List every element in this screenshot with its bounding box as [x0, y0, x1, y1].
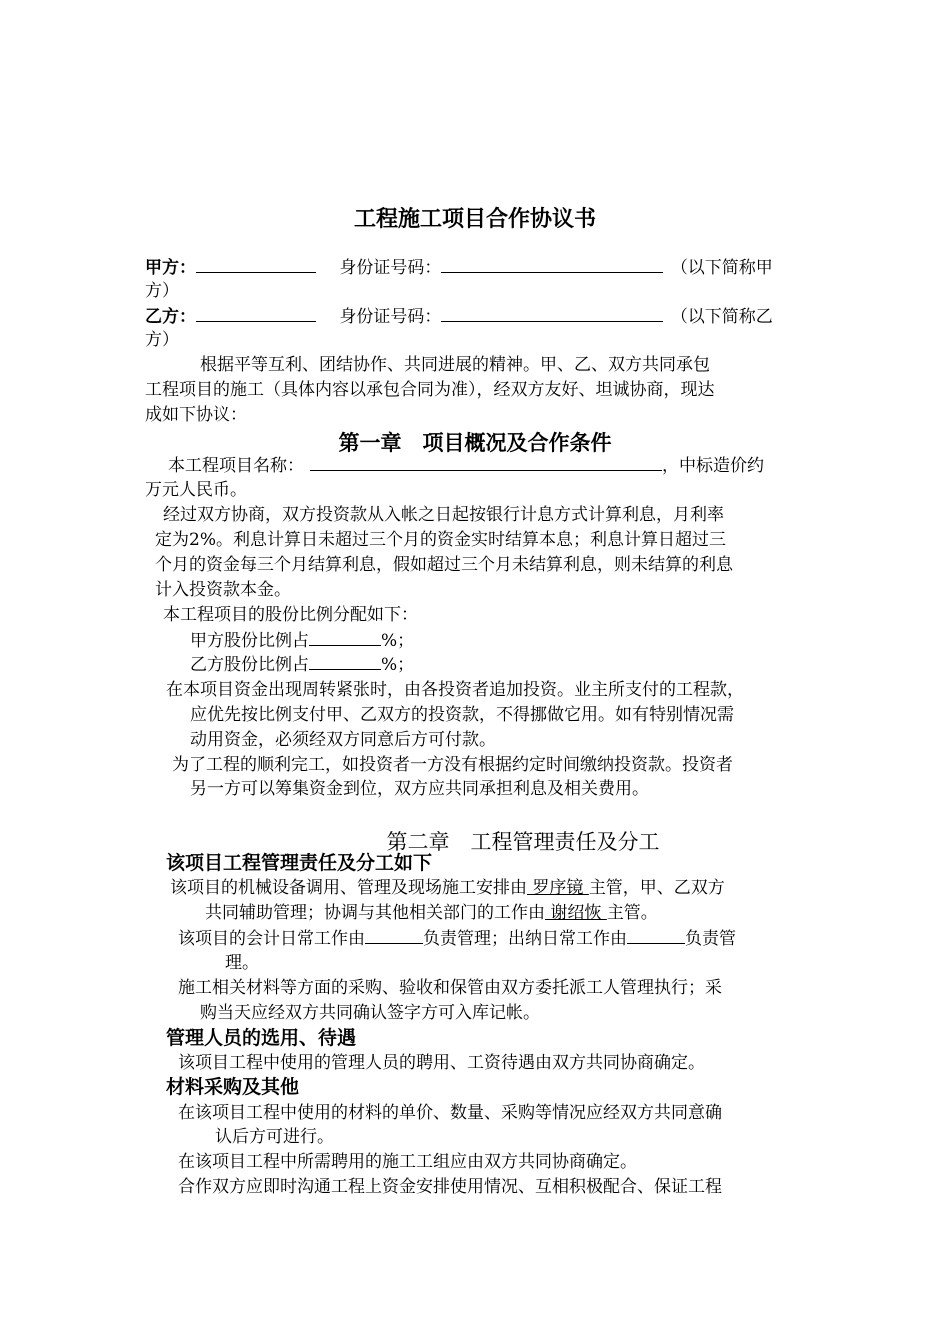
- bid-label: ，中标造价约: [662, 456, 764, 476]
- share-a-line: [190, 628, 414, 653]
- mgmt-line-2: [205, 901, 658, 925]
- interest-line-3: 个月的资金每三个月结算利息，假如超过三个月未结算利息，则未结算的利息: [155, 555, 733, 575]
- project-name-label: 本工程项目名称：: [168, 456, 304, 476]
- mgmt-1-text-b: 主管，甲、乙双方: [588, 878, 725, 898]
- accounting-text-a: 该项目的会计日常工作由: [178, 929, 365, 949]
- party-a-name-blank: [196, 255, 316, 273]
- intro-line-1: 根据平等互利、团结协作、共同进展的精神。甲、乙、双方共同承包: [200, 355, 710, 375]
- mgmt-1-text-a: 该项目的机械设备调用、管理及现场施工安排由: [170, 878, 527, 898]
- share-a-label: 甲方股份比例占: [190, 631, 309, 651]
- completion-line-2: 另一方可以筹集资金到位，双方应共同承担利息及相关费用。: [190, 779, 649, 799]
- share-b-percent: %；: [381, 655, 415, 675]
- mgmt-2-text-a: 共同辅助管理；协调与其他相关部门的工作由: [205, 903, 545, 923]
- mgmt-line-1: [170, 876, 725, 900]
- accounting-text-c: 负责管: [685, 929, 736, 949]
- completion-line-1: 为了工程的顺利完工，如投资者一方没有根据约定时间缴纳投资款。投资者: [172, 755, 733, 775]
- accountant-blank: [365, 926, 423, 944]
- price-line-1: 在该项目工程中使用的材料的单价、数量、采购等情况应经双方共同意确: [178, 1103, 722, 1123]
- intro-line-3: 成如下协议：: [145, 405, 247, 425]
- party-b-suffix-2: 方）: [145, 330, 179, 350]
- party-a-label: 甲方：: [145, 258, 196, 278]
- share-b-blank: [309, 652, 381, 670]
- share-intro: 本工程项目的股份比例分配如下：: [163, 605, 418, 625]
- document-title: 工程施工项目合作协议书: [353, 207, 596, 232]
- material-line-2: 购当天应经双方共同确认签字方可入库记帐。: [200, 1003, 540, 1023]
- party-b-suffix: （以下简称乙: [670, 307, 773, 327]
- party-b-name-blank: [196, 304, 316, 322]
- interest-line-2: 定为2%。利息计算日未超过三个月的资金实时结算本息；利息计算日超过三: [155, 530, 726, 550]
- party-b-id-label: 身份证号码：: [339, 307, 442, 327]
- party-b-line: [145, 304, 773, 329]
- cashier-blank: [627, 926, 685, 944]
- intro-line-2: 工程项目的施工（具体内容以承包合同为准），经双方友好、坦诚协商，现达: [145, 380, 715, 400]
- party-a-id-label: 身份证号码：: [339, 258, 442, 278]
- staff-line: 该项目工程中使用的管理人员的聘用、工资待遇由双方共同协商确定。: [178, 1053, 705, 1073]
- crew-line: 在该项目工程中所需聘用的施工工组应由双方共同协商确定。: [178, 1152, 637, 1172]
- funding-line-2: 应优先按比例支付甲、乙双方的投资款，不得挪做它用。如有特别情况需: [190, 705, 734, 725]
- material-line-1: 施工相关材料等方面的采购、验收和保管由双方委托派工人管理执行；采: [178, 978, 722, 998]
- party-b-id-blank: [441, 304, 663, 322]
- cooperate-line: 合作双方应即时沟通工程上资金安排使用情况、互相积极配合、保证工程: [178, 1177, 722, 1197]
- share-a-percent: %；: [381, 631, 415, 651]
- funding-line-1: 在本项目资金出现周转紧张时，由各投资者追加投资。业主所支付的工程款，: [166, 680, 744, 700]
- accounting-line-2: 理。: [225, 953, 259, 973]
- section-staff-heading: 管理人员的选用、待遇: [166, 1027, 357, 1049]
- party-a-suffix: （以下简称甲: [670, 258, 773, 278]
- funding-line-3: 动用资金，必须经双方同意后方可付款。: [190, 730, 496, 750]
- party-b-label: 乙方：: [145, 307, 196, 327]
- interest-line-1: 经过双方协商，双方投资款从入帐之日起按银行计息方式计算利息，月利率: [163, 505, 724, 525]
- manager-1-name: 罗序镜: [527, 878, 589, 898]
- section-material-heading: 材料采购及其他: [166, 1076, 300, 1098]
- interest-line-4: 计入投资款本金。: [155, 580, 291, 600]
- party-a-suffix-2: 方）: [145, 281, 179, 301]
- share-b-line: [190, 652, 414, 677]
- chapter-1-title: 第一章 项目概况及合作条件: [338, 431, 612, 455]
- mgmt-2-text-b: 主管。: [606, 903, 658, 923]
- chapter-2-title: 第二章 工程管理责任及分工: [386, 830, 660, 854]
- accounting-line-1: [178, 926, 736, 951]
- bid-line-2: 万元人民币。: [145, 480, 247, 500]
- project-name-line: [168, 453, 764, 478]
- share-a-blank: [309, 628, 381, 646]
- price-line-2: 认后方可进行。: [215, 1127, 334, 1147]
- project-name-blank: [310, 453, 662, 471]
- section-mgmt-heading: 该项目工程管理责任及分工如下: [166, 852, 433, 874]
- party-a-id-blank: [441, 255, 663, 273]
- accounting-text-b: 负责管理；出纳日常工作由: [423, 929, 627, 949]
- manager-2-name: 谢绍恢: [545, 903, 607, 923]
- party-a-line: [145, 255, 773, 280]
- share-b-label: 乙方股份比例占: [190, 655, 309, 675]
